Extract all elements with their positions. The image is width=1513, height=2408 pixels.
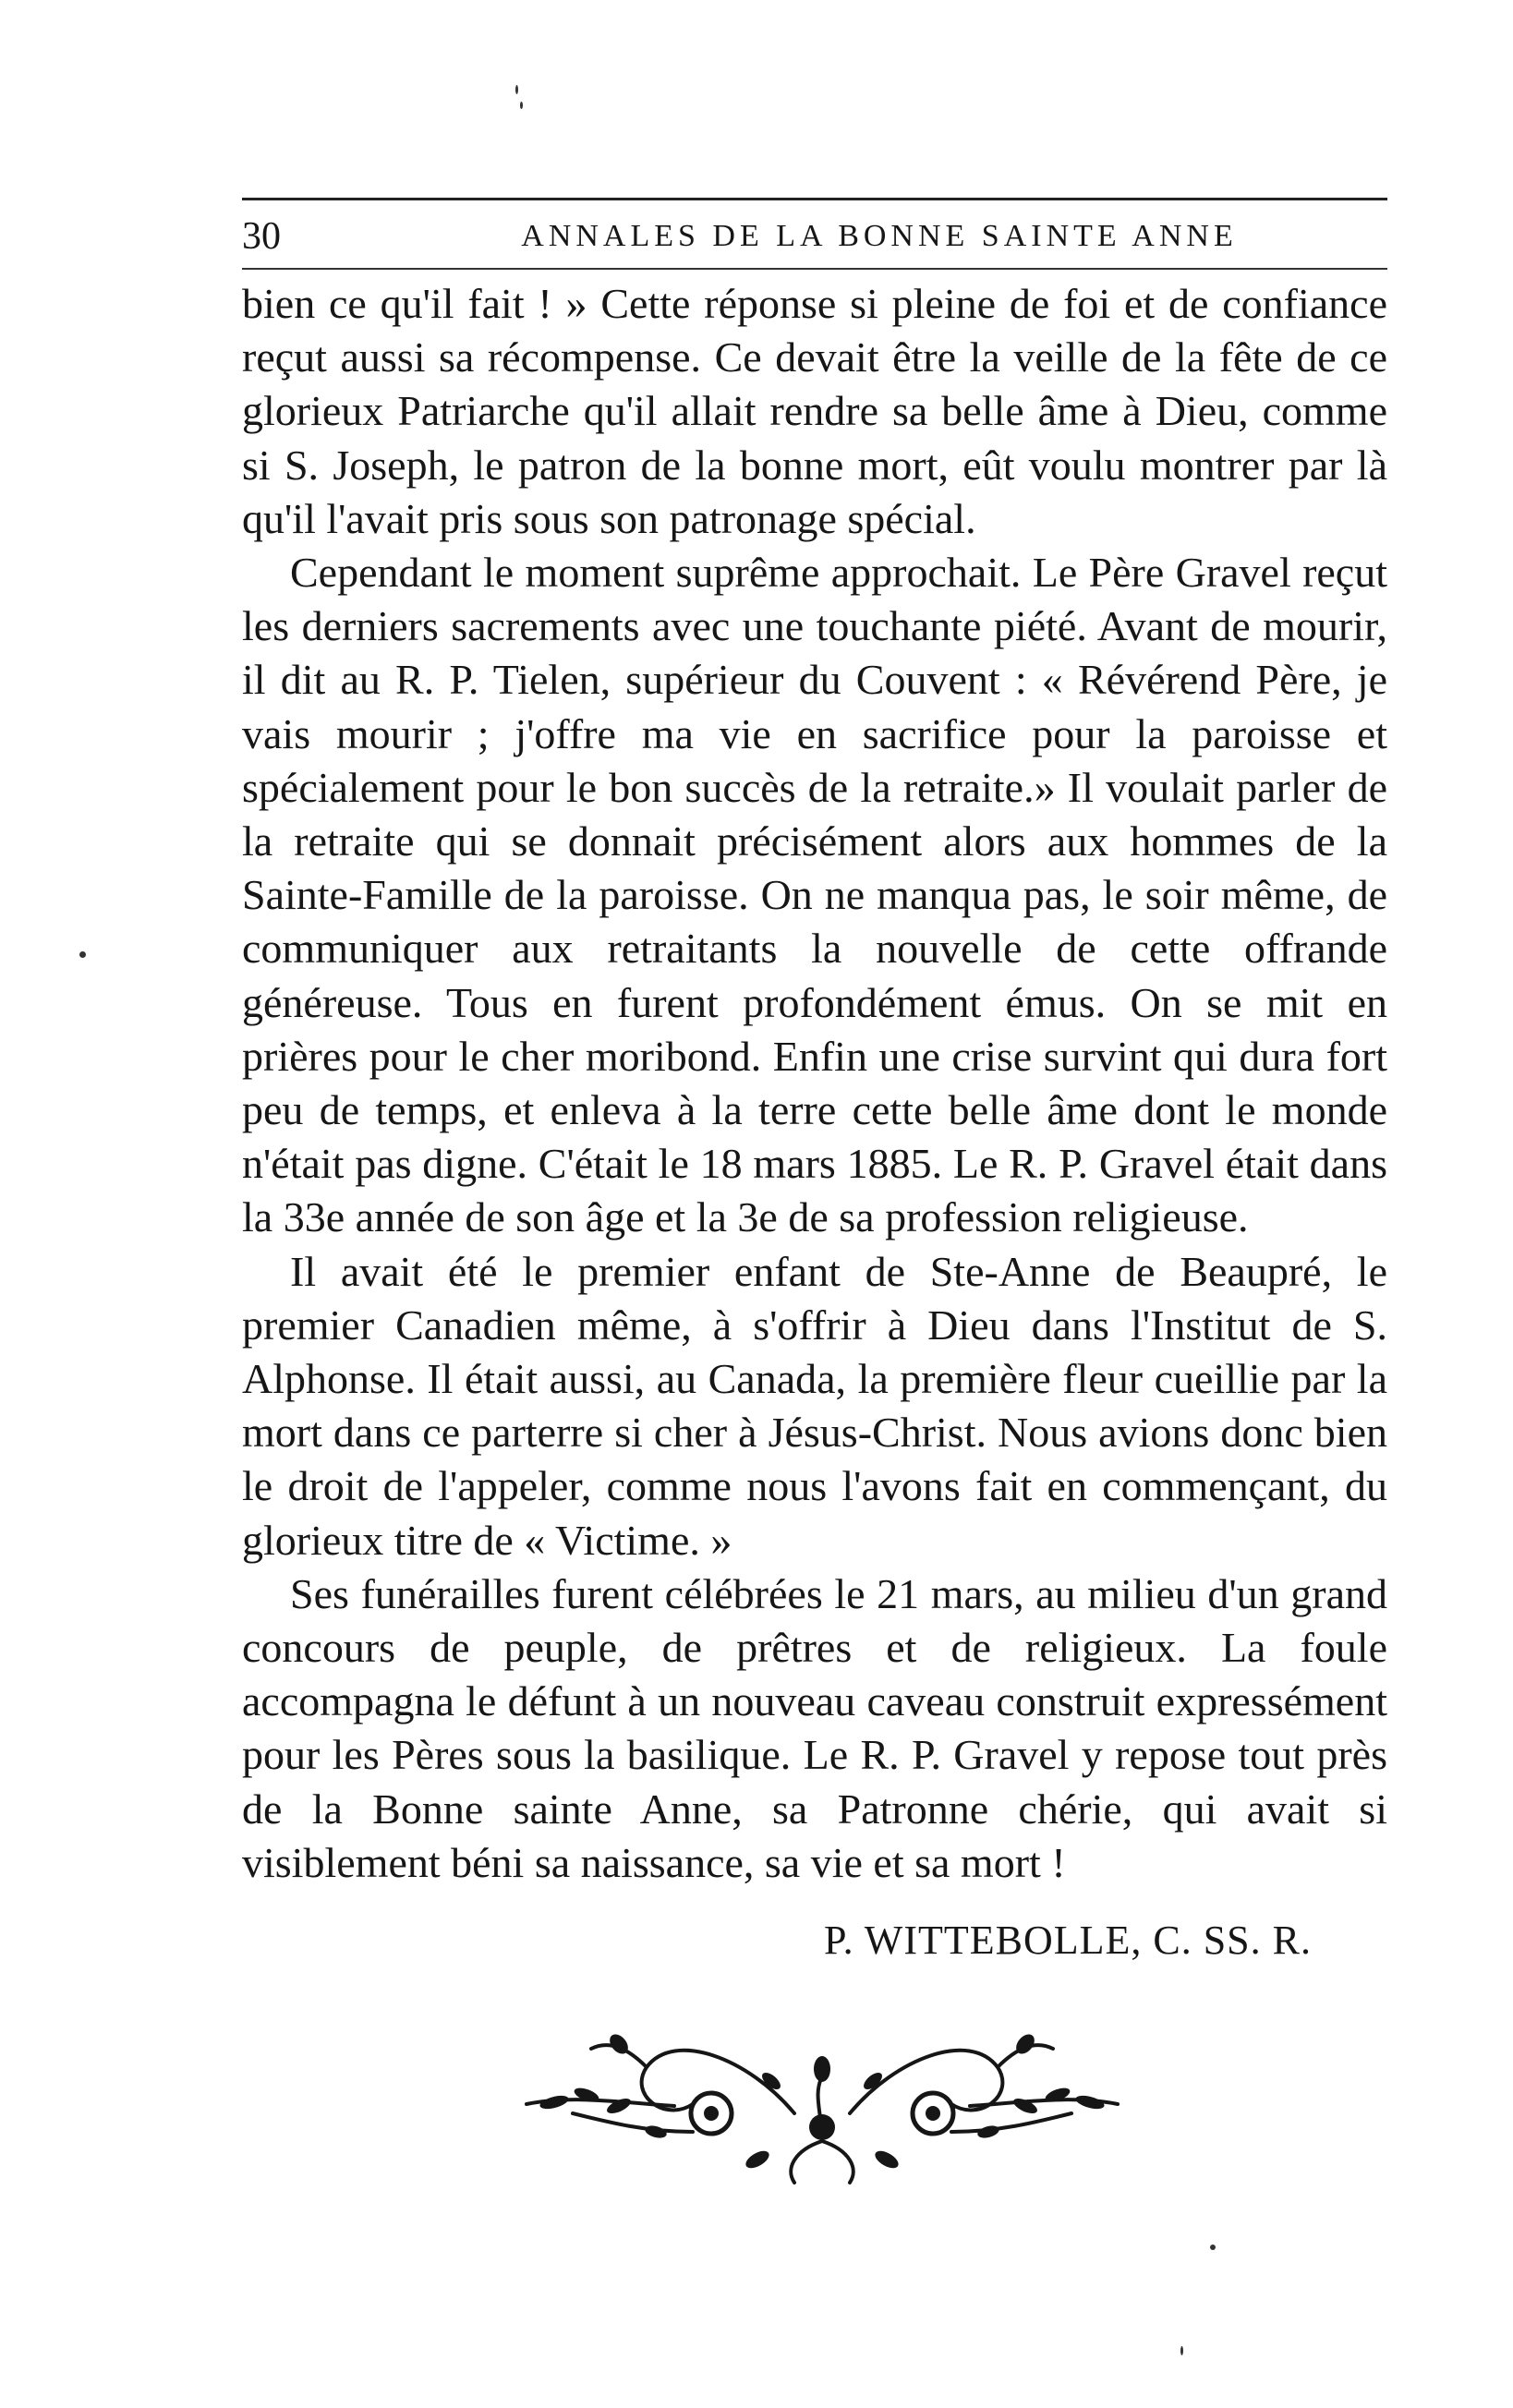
scan-speck [79,951,86,958]
scan-speck [515,85,518,94]
scan-speck [1180,2346,1183,2355]
running-head: ANNALES DE LA BONNE SAINTE ANNE [521,219,1238,253]
paragraph: Ses funérailles furent célébrées le 21 mars, au milieu d'un grand concours de peuple, de prêtres et de religieux. La foule accompagna le défunt à un nouveau caveau construit expressément pour les Pères sous la basilique. Le R. P. Gravel y repose tout près de la Bonne sainte Anne, sa Patronne chérie, qui avait si visiblement béni sa naissance, sa vie et sa mort ! [242,1569,1387,1886]
header-rule [242,198,1387,200]
scan-speck [520,102,523,109]
article-body [242,277,1387,1890]
header-rule [242,268,1387,270]
author-signature: P. WITTEBOLLE, C. SS. R. [823,1918,1312,1963]
page-number: 30 [242,215,281,258]
paragraph: bien ce qu'il fait ! » Cette réponse si pleine de foi et de confiance reçut aussi sa récompense. Ce devait être la veille de la fête de ce glorieux Patriarche qu'il allait rendre sa belle âme à Dieu, comme si S. Joseph, le patron de la bonne mort, eût voulu montrer par là qu'il l'avait pris sous son patronage spécial. [242,280,1387,542]
paragraph: Cependant le moment suprême approchait. Le Père Gravel reçut les derniers sacrements avec une touchante piété. Avant de mourir, il dit au R. P. Tielen, supérieur du Couvent : « Révérend Père, je vais mourir ; j'offre ma vie en sacrifice pour la paroisse et spécialement pour le bon succès de la retraite.» Il voulait parler de la retraite qui se donnait précisément alors aux hommes de la Sainte-Famille de la paroisse. On ne manqua pas, le soir même, de communiquer aux retraitants la nouvelle de cette offrande généreuse. Tous en furent profondément émus. On se mit en prières pour le cher moribond. Enfin une crise survint qui dura fort peu de temps, et enleva à la terre cette belle âme dont le monde n'était pas digne. C'était le 18 mars 1885. Le R. P. Gravel était dans la 33e année de son âge et la 3e de sa profession religieuse. [242,549,1387,1241]
page-header [242,211,1387,262]
floral-tailpiece-icon [517,2003,1127,2187]
paragraph: Il avait été le premier enfant de Ste-Anne de Beaupré, le premier Canadien même, à s'offrir à Dieu dans l'Institut de S. Alphonse. Il était aussi, au Canada, la première fleur cueillie par la mort dans ce parterre si cher à Jésus-Christ. Nous avions donc bien le droit de l'appeler, comme nous l'avons fait en commençant, du glorieux titre de « Victime. » [242,1247,1387,1564]
scan-speck [1210,2245,1216,2250]
